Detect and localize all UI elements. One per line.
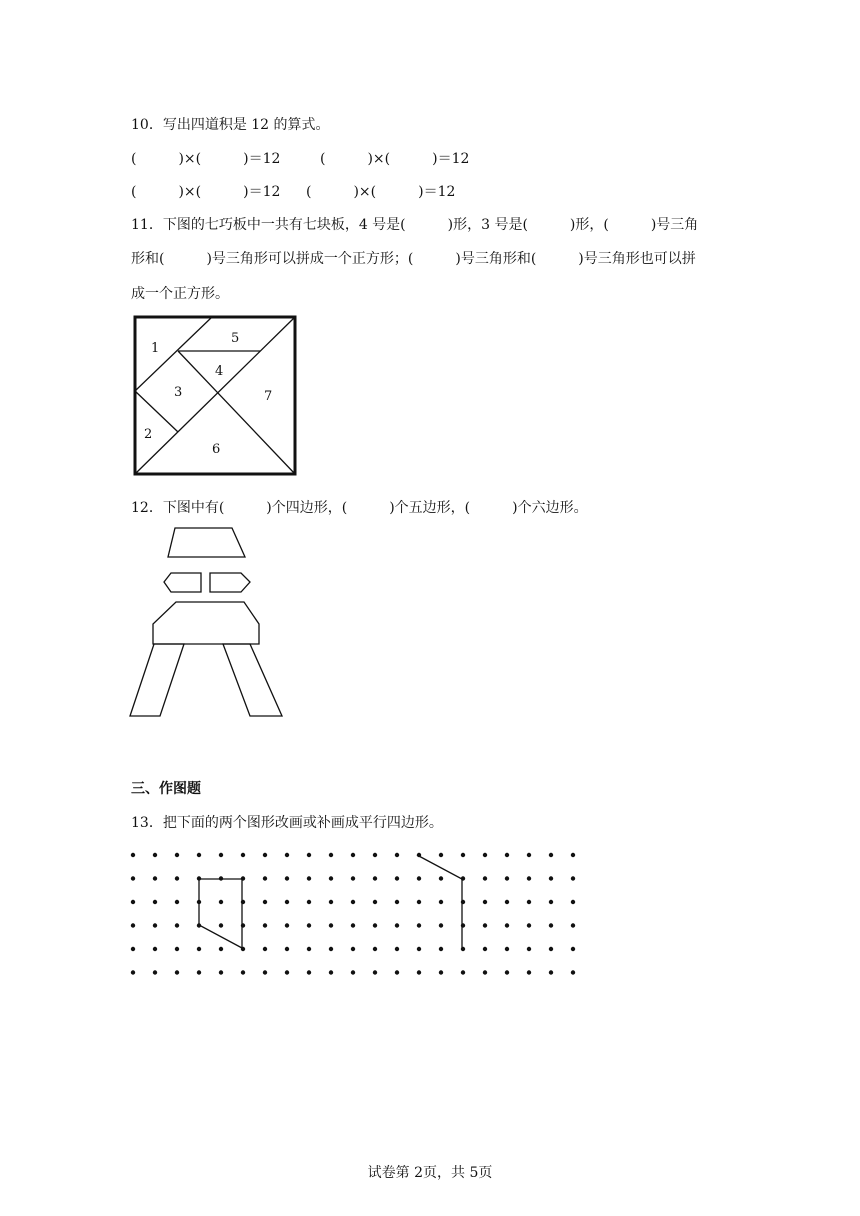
grid-dot (527, 876, 531, 880)
grid-dot (373, 900, 377, 904)
grid-dot (395, 947, 399, 951)
grid-dot (241, 853, 245, 857)
grid-dot (131, 947, 135, 951)
grid-dot (505, 853, 509, 857)
grid-dot (461, 970, 465, 974)
tangram-label-6: 6 (212, 442, 221, 457)
grid-dot (571, 876, 575, 880)
grid-dot (373, 853, 377, 857)
grid-dot (549, 876, 553, 880)
grid-dot (505, 923, 509, 927)
grid-dot (131, 900, 135, 904)
grid-dot (285, 853, 289, 857)
grid-dot (571, 853, 575, 857)
grid-dot (395, 970, 399, 974)
grid-dot (439, 853, 443, 857)
grid-dot (373, 947, 377, 951)
section-title: 三、作图题 (131, 781, 201, 797)
body-hexagon (153, 602, 259, 644)
grid-dot (395, 876, 399, 880)
grid-dot (263, 947, 267, 951)
grid-dot (549, 923, 553, 927)
q10-row2-right: ( )×( )＝12 (306, 184, 456, 200)
grid-dot (527, 923, 531, 927)
grid-dot (439, 947, 443, 951)
grid-dot (549, 853, 553, 857)
grid-dot (307, 970, 311, 974)
grid-dot (351, 876, 355, 880)
grid-dot (351, 970, 355, 974)
q11-line1: 11．下图的七巧板中一共有七块板，4 号是( )形，3 号是( )形，( )号三角 (131, 217, 699, 233)
grid-dot (263, 900, 267, 904)
grid-dot (505, 947, 509, 951)
grid-dot (285, 900, 289, 904)
grid-dot (351, 947, 355, 951)
grid-dot (505, 900, 509, 904)
right-leg (223, 644, 282, 716)
grid-dot (549, 947, 553, 951)
grid-dot (131, 923, 135, 927)
grid-dot (263, 876, 267, 880)
grid-dot (285, 947, 289, 951)
grid-dot (307, 923, 311, 927)
grid-dot (571, 947, 575, 951)
grid-dot (549, 900, 553, 904)
grid-dot (263, 853, 267, 857)
grid-dot (197, 947, 201, 951)
grid-dot (219, 947, 223, 951)
grid-dot (263, 923, 267, 927)
grid-dot (571, 900, 575, 904)
grid-dot (131, 876, 135, 880)
q12-stem: 12．下图中有( )个四边形，( )个五边形，( )个六边形。 (131, 500, 588, 516)
grid-dot (329, 900, 333, 904)
grid-dot (439, 970, 443, 974)
grid-dot (219, 853, 223, 857)
grid-dot (417, 876, 421, 880)
grid-dot (417, 900, 421, 904)
grid-dot (329, 853, 333, 857)
grid-dot (219, 970, 223, 974)
grid-dot (285, 876, 289, 880)
grid-dot (153, 970, 157, 974)
grid-dot (571, 970, 575, 974)
left-hexagon (164, 573, 201, 592)
q11-line2: 形和( )号三角形可以拼成一个正方形；( )号三角形和( )号三角形也可以拼 (131, 251, 696, 267)
tangram-label-4: 4 (215, 364, 224, 379)
q10-row1-right: ( )×( )＝12 (320, 151, 470, 167)
grid-dot (153, 947, 157, 951)
grid-dot (263, 970, 267, 974)
grid-dot (351, 900, 355, 904)
grid-dot (307, 876, 311, 880)
grid-dot (175, 947, 179, 951)
q10-row2-left: ( )×( )＝12 (131, 184, 281, 200)
shapes-robot-figure (126, 520, 290, 722)
grid-dot (417, 947, 421, 951)
grid-dot (483, 876, 487, 880)
right-hexagon (210, 573, 250, 592)
grid-dot (505, 970, 509, 974)
tangram-figure (130, 313, 302, 479)
page-footer: 试卷第 2页，共 5页 (367, 1165, 493, 1181)
q10-row1-left: ( )×( )＝12 (131, 151, 281, 167)
grid-dot (219, 923, 223, 927)
grid-dot (153, 853, 157, 857)
tangram-label-7: 7 (264, 389, 273, 404)
tangram-label-3: 3 (174, 385, 183, 400)
grid-dot (175, 900, 179, 904)
grid-dot (307, 947, 311, 951)
grid-dot (527, 900, 531, 904)
grid-dot (285, 923, 289, 927)
grid-dot (175, 923, 179, 927)
grid-dot (395, 900, 399, 904)
grid-dot (439, 900, 443, 904)
grid-dot (351, 853, 355, 857)
grid-dot (395, 923, 399, 927)
grid-dot (153, 876, 157, 880)
tangram-label-5: 5 (231, 331, 240, 346)
grid-dot (329, 970, 333, 974)
grid-dot (197, 853, 201, 857)
grid-dot (175, 853, 179, 857)
grid-dot (549, 970, 553, 974)
grid-dot (483, 853, 487, 857)
tangram-label-1: 1 (151, 341, 160, 356)
grid-dot (373, 970, 377, 974)
grid-dot (373, 923, 377, 927)
grid-dot (417, 923, 421, 927)
grid-dot (527, 853, 531, 857)
grid-dot (131, 970, 135, 974)
grid-dot (417, 970, 421, 974)
grid-dot (285, 970, 289, 974)
top-quadrilateral (168, 528, 245, 557)
grid-dot (439, 923, 443, 927)
grid-dot (395, 853, 399, 857)
dot-grid-figure (125, 848, 585, 980)
grid-dot (241, 970, 245, 974)
grid-dot (505, 876, 509, 880)
shape-left-quadrilateral (199, 879, 242, 948)
grid-dot (329, 876, 333, 880)
tangram-label-2: 2 (144, 427, 153, 442)
grid-dot (461, 853, 465, 857)
grid-dot (153, 900, 157, 904)
grid-dot (153, 923, 157, 927)
grid-dot (373, 876, 377, 880)
grid-dot (483, 900, 487, 904)
q13-stem: 13．把下面的两个图形改画或补画成平行四边形。 (131, 815, 443, 831)
left-leg (130, 644, 184, 716)
grid-dot (351, 923, 355, 927)
grid-dot (527, 970, 531, 974)
q11-line3: 成一个正方形。 (131, 286, 229, 302)
grid-dot (439, 876, 443, 880)
grid-dot (483, 970, 487, 974)
grid-dot (197, 970, 201, 974)
grid-dot (329, 923, 333, 927)
q10-stem: 10．写出四道积是 12 的算式。 (131, 117, 330, 133)
grid-dot (175, 970, 179, 974)
grid-dot (571, 923, 575, 927)
grid-dot (175, 876, 179, 880)
grid-dot (329, 947, 333, 951)
grid-dot (307, 900, 311, 904)
grid-dot (131, 853, 135, 857)
grid-dot (307, 853, 311, 857)
grid-dot (527, 947, 531, 951)
grid-dot (483, 947, 487, 951)
grid-dot (483, 923, 487, 927)
grid-dot (219, 900, 223, 904)
